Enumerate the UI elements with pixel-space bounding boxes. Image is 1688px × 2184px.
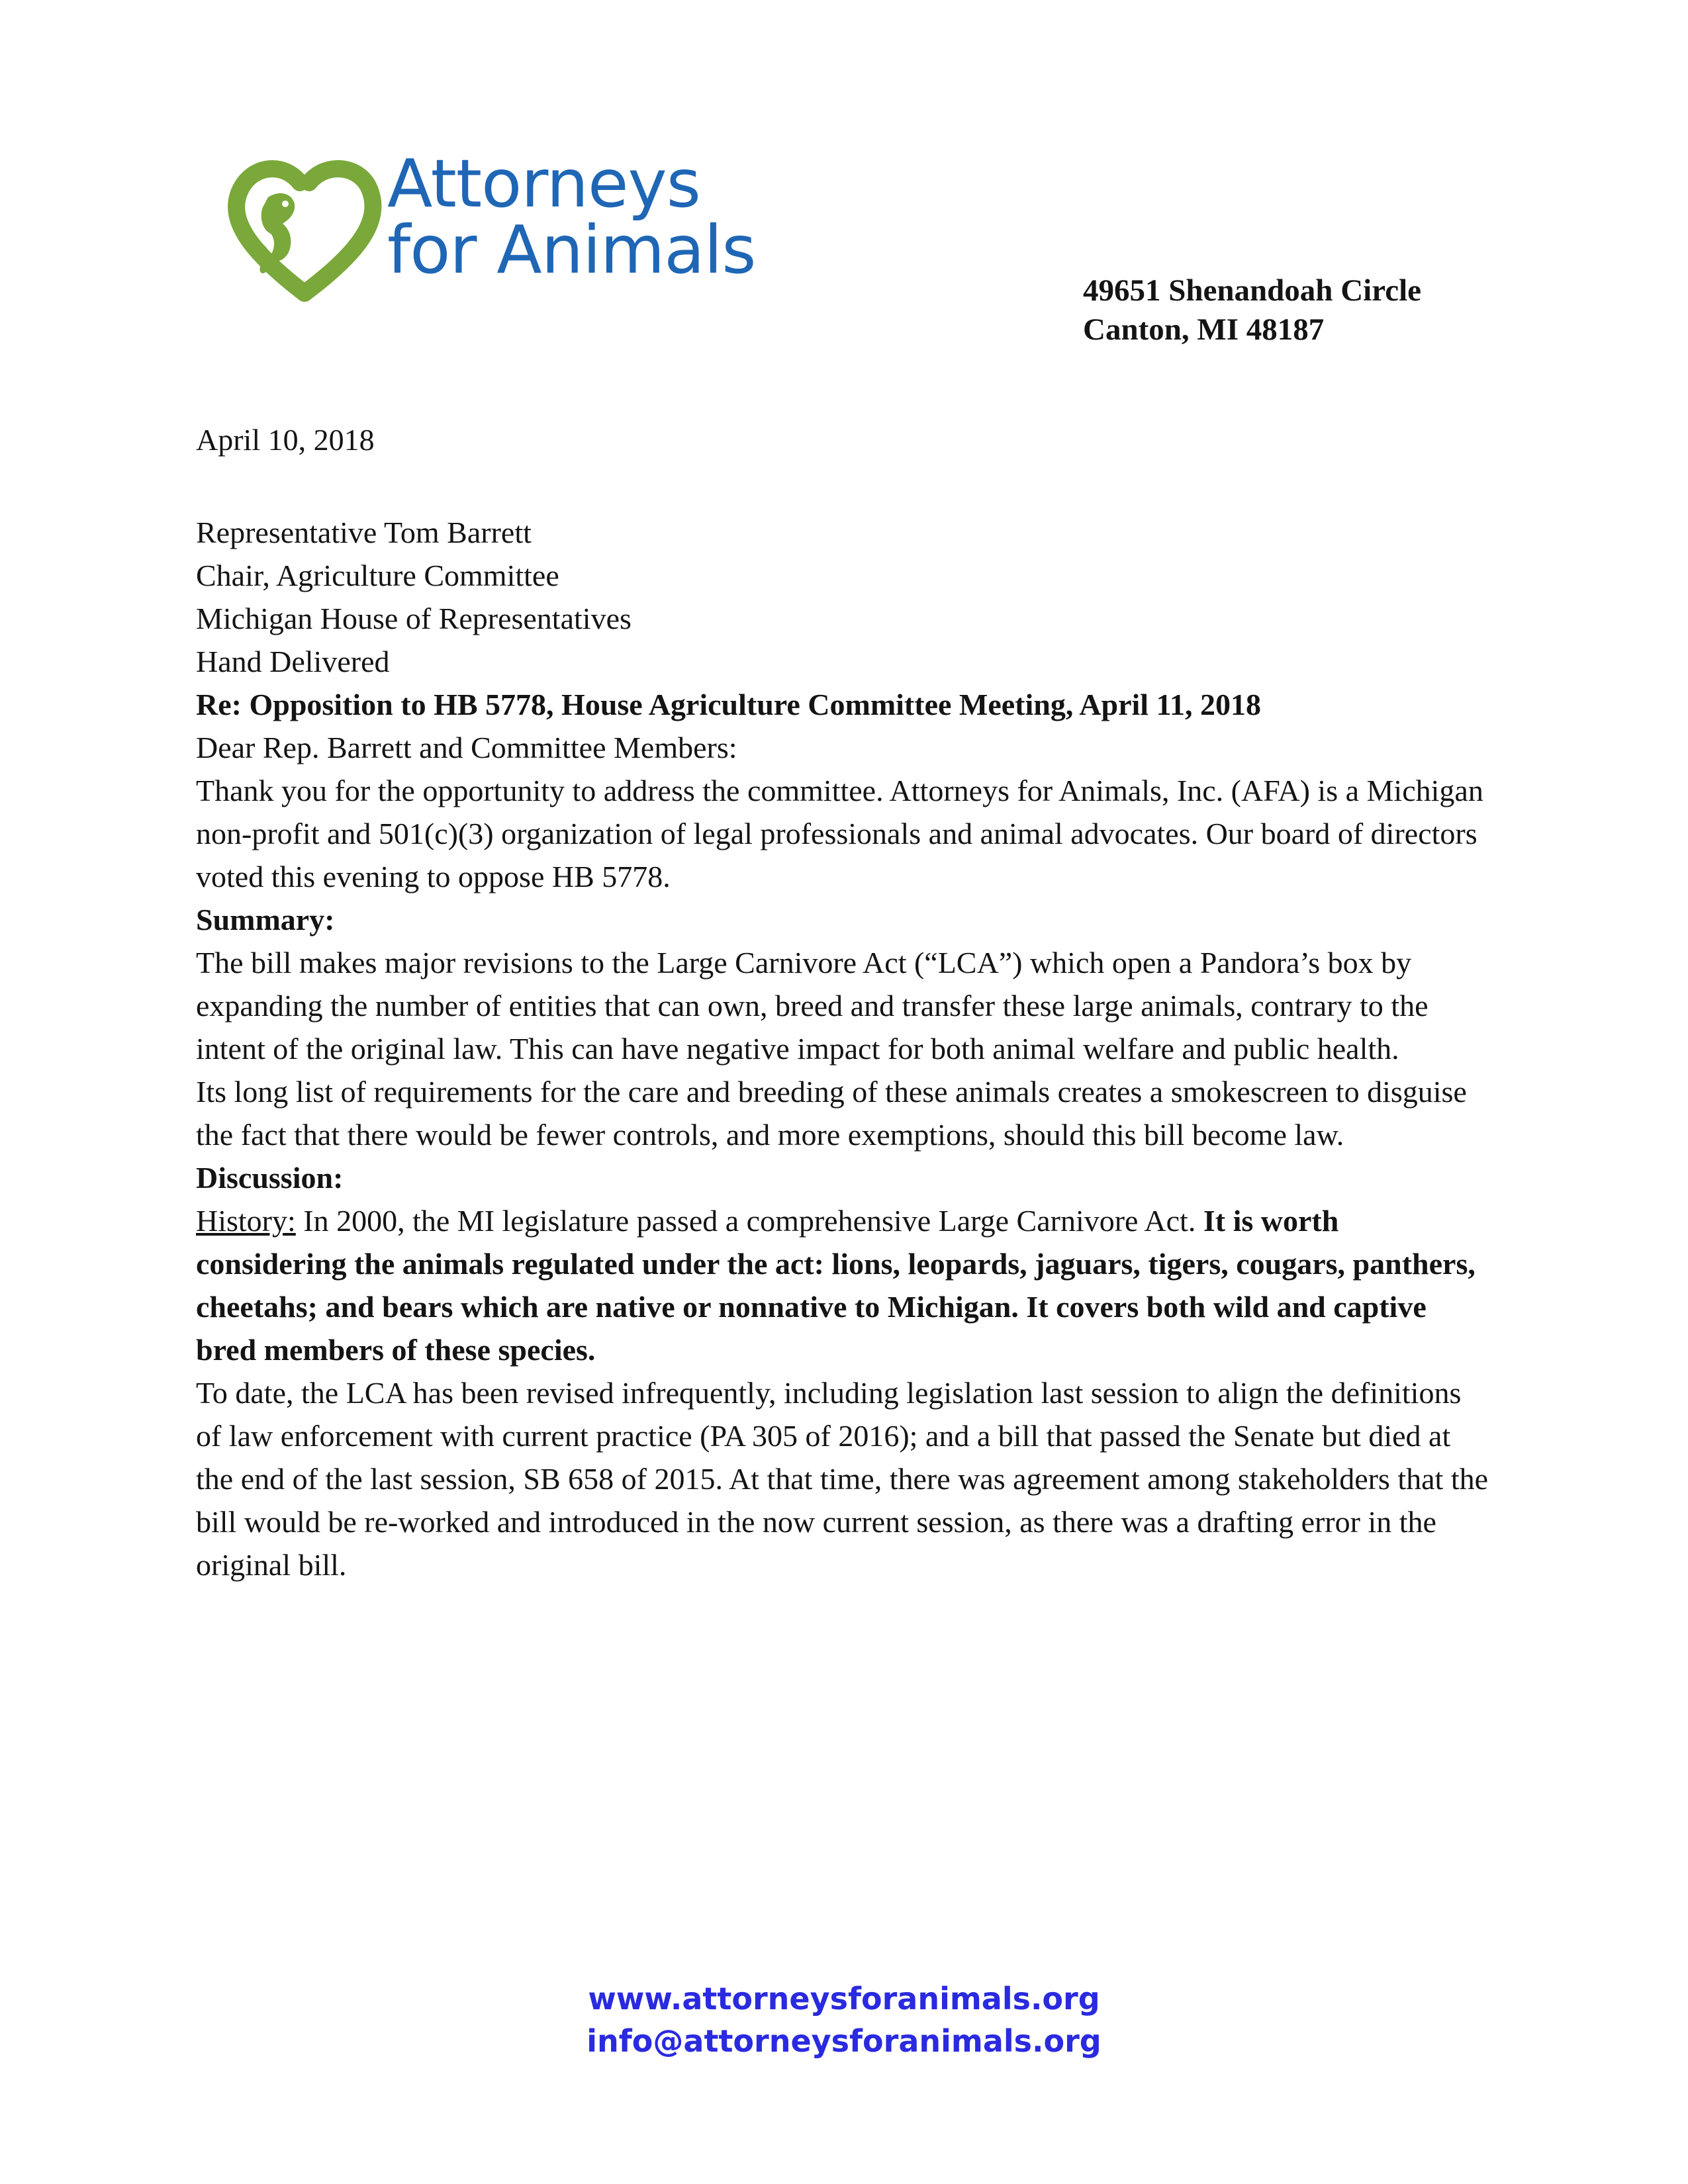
discussion-heading: Discussion:: [196, 1161, 344, 1195]
recipient-line: Representative Tom Barrett: [196, 516, 532, 549]
org-logo: [222, 145, 818, 303]
history-label: History:: [196, 1204, 296, 1238]
return-address: [1083, 271, 1421, 349]
intro-paragraph: Thank you for the opportunity to address the committee. Attorneys for Animals, Inc. (AFA) is a Michigan non-profit and 501(c)(3) organization of legal professionals and animal advocates. Our board of directors voted this evening to oppose HB 5778.: [196, 774, 1483, 893]
history-text: In 2000, the MI legislature passed a comprehensive Large Carnivore Act.: [295, 1204, 1203, 1238]
recipient-line: Michigan House of Representatives: [196, 602, 632, 635]
footer-contact: [0, 1978, 1688, 2062]
org-name-line2: for Animals: [387, 211, 756, 289]
subject-line: Re: Opposition to HB 5778, House Agriculture Committee Meeting, April 11, 2018: [196, 688, 1262, 721]
salutation: Dear Rep. Barrett and Committee Members:: [196, 731, 737, 764]
website-link[interactable]: www.attorneysforanimals.org: [588, 1981, 1100, 2017]
org-name-wordmark: [387, 145, 756, 289]
summary-paragraph-1: The bill makes major revisions to the Large Carnivore Act (“LCA”) which open a Pandora’s box by expanding the number of entities that can own, breed and transfer these large animals, contrary to the intent of the original law. This can have negative impact for both animal welfare and public health.: [196, 946, 1429, 1066]
to-date-paragraph: To date, the LCA has been revised infrequently, including legislation last session to align the definitions of law enforcement with current practice (PA 305 of 2016); and a bill that passed the Senate but died at the end of the last session, SB 658 of 2015. At that time, there was agreement among stakeholders that the bill would be re-worked and introduced in the now current session, as there was a drafting error in the original bill.: [196, 1376, 1489, 1582]
email-link[interactable]: info@attorneysforanimals.org: [586, 2023, 1102, 2059]
recipient-line: Chair, Agriculture Committee: [196, 559, 559, 592]
address-line2: Canton, MI 48187: [1083, 312, 1325, 347]
letter-date: April 10, 2018: [196, 423, 375, 457]
letter-body: [196, 418, 1493, 1586]
history-paragraph: [196, 1199, 1493, 1371]
summary-paragraph-2: Its long list of requirements for the care and breeding of these animals creates a smokescreen to disguise the fact that there would be fewer controls, and more exemptions, should this bill become law.: [196, 1075, 1467, 1152]
address-line1: 49651 Shenandoah Circle: [1083, 273, 1421, 308]
heart-animals-logo-icon: [222, 151, 387, 303]
org-name-line1: Attorneys: [387, 145, 700, 222]
summary-heading: Summary:: [196, 903, 335, 936]
history-bold-text: It is worth considering the animals regulated under the act: lions, leopards, jaguars, tigers, cougars, panthers, cheetahs; and bears which are native or nonnative to Michigan. It covers both wild and captive bred members of these species.: [196, 1204, 1476, 1367]
delivery-method: Hand Delivered: [196, 645, 390, 678]
recipient-block: [196, 511, 1493, 640]
